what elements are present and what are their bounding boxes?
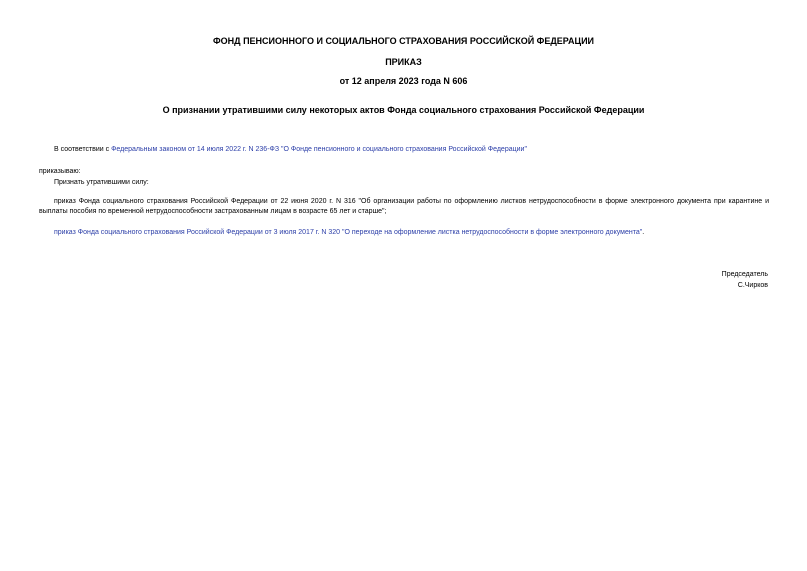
basis-prefix: В соответствии с [54, 146, 112, 153]
repealed-item-2 [54, 228, 644, 238]
organization-title: ФОНД ПЕНСИОННОГО И СОЦИАЛЬНОГО СТРАХОВАНИЯ РОССИЙСКОЙ ФЕДЕРАЦИИ [212, 36, 595, 46]
document-type: ПРИКАЗ [385, 57, 422, 67]
signatory-name: С.Чирков [737, 282, 768, 289]
item2-end: . [642, 229, 645, 236]
repealed-order-link[interactable]: приказ Фонда социального страхования Российской Федерации от 3 июля 2017 г. N 320 "О переходе на оформление листка нетрудоспособности в форме электронного документа" [54, 229, 643, 236]
recognize-paragraph: Признать утратившими силу: [54, 179, 149, 186]
signatory-position: Председатель [721, 271, 768, 278]
order-word: приказываю: [39, 168, 81, 175]
document-date-number: от 12 апреля 2023 года N 606 [339, 76, 468, 86]
basis-paragraph [54, 145, 527, 155]
repealed-item-1: приказ Фонда социального страхования Российской Федерации от 22 июня 2020 г. N 316 "Об организации работы по оформлению листков нетрудоспособности в форме электронного документа при карантине и выплаты пособия по временной нетрудоспособности застрахованным лицам в возрасте 65 лет и старше"; [39, 198, 769, 215]
document-subject: О признании утратившими силу некоторых актов Фонда социального страхования Российской Федерации [162, 105, 645, 115]
federal-law-link[interactable]: Федеральным законом от 14 июля 2022 г. N 236-ФЗ "О Фонде пенсионного и социального страхования Российской Федерации" [111, 146, 527, 153]
